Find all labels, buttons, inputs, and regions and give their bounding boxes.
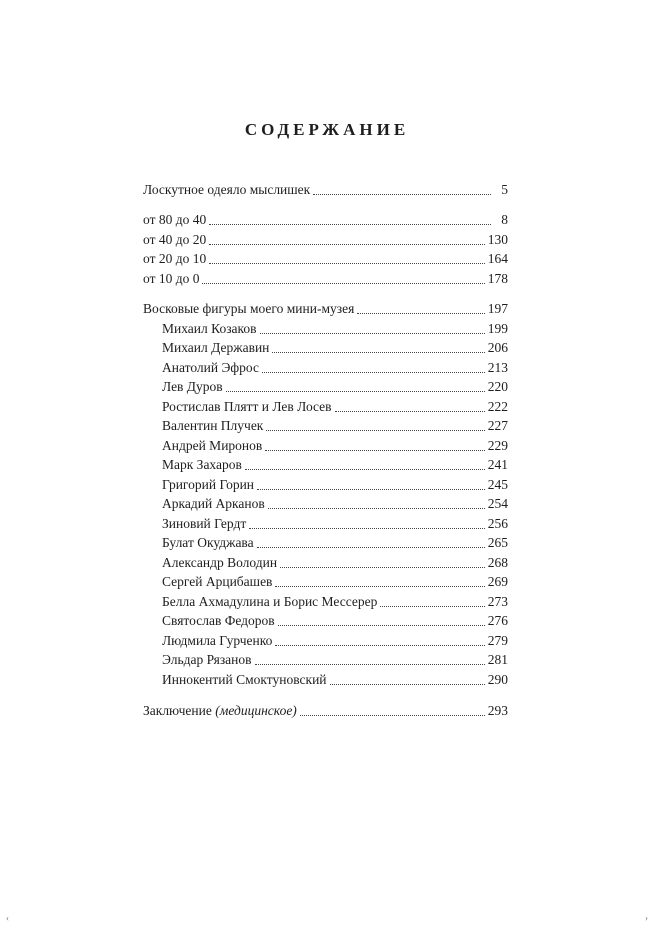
toc-entry-label: Аркадий Арканов <box>162 496 265 511</box>
toc-entry-label: Григорий Горин <box>162 477 255 492</box>
toc-subentry[interactable] <box>162 534 508 553</box>
toc-entry-label: Анатолий Эфрос <box>162 360 259 375</box>
toc-entry-label: Александр Володин <box>162 555 278 570</box>
toc-entry-page: 290 <box>487 672 508 687</box>
toc-entry-label: Лоскутное одеяло мыслишек <box>143 182 311 197</box>
leader-dots <box>245 468 485 470</box>
toc-subentry[interactable] <box>162 495 508 514</box>
toc-entry-page: 268 <box>487 555 508 570</box>
toc-subentry[interactable] <box>162 339 508 358</box>
left-crop-mark: ‹ <box>6 913 9 923</box>
toc-entry-label: от 40 до 20 <box>143 232 207 247</box>
toc-subentry[interactable] <box>162 593 508 612</box>
toc-entry-page: 199 <box>487 321 508 336</box>
toc-entry-conclusion[interactable] <box>143 702 508 721</box>
leader-dots <box>268 507 485 509</box>
toc-subentry[interactable] <box>162 554 508 573</box>
leader-dots <box>260 332 485 334</box>
toc-entry-label <box>143 702 297 719</box>
toc-subentry[interactable] <box>162 651 508 670</box>
toc-entry-label: Сергей Арцибашев <box>162 574 273 589</box>
toc-subentry[interactable] <box>162 456 508 475</box>
toc-entry-page: 220 <box>487 379 508 394</box>
toc-entry-page: 293 <box>487 703 508 718</box>
toc-entry-label: Иннокентий Смоктуновский <box>162 672 327 687</box>
toc-entry-label: Зиновий Гердт <box>162 516 247 531</box>
toc-entry-page: 164 <box>487 251 508 266</box>
leader-dots <box>209 243 485 245</box>
leader-dots <box>335 410 485 412</box>
toc-entry-page: 281 <box>487 652 508 667</box>
toc-entry-label: Лев Дуров <box>162 379 223 394</box>
leader-dots <box>257 546 485 548</box>
toc-entry-part[interactable] <box>143 270 508 289</box>
toc-entry-label: Булат Окуджава <box>162 535 254 550</box>
leader-dots <box>202 282 484 284</box>
leader-dots <box>249 527 484 529</box>
leader-dots <box>265 449 484 451</box>
toc-entry-page: 229 <box>487 438 508 453</box>
toc-entry-label: Михаил Козаков <box>162 321 257 336</box>
leader-dots <box>257 488 485 490</box>
toc-entry-label: от 20 до 10 <box>143 251 207 266</box>
toc-entry-page: 5 <box>501 182 508 197</box>
toc-entry-label: Андрей Миронов <box>162 438 263 453</box>
toc-entry-label: Людмила Гурченко <box>162 633 273 648</box>
leader-dots <box>357 312 484 314</box>
toc-subentry[interactable] <box>162 632 508 651</box>
toc-subentry[interactable] <box>162 417 508 436</box>
toc-subentry[interactable] <box>162 437 508 456</box>
toc-entry-page: 265 <box>487 535 508 550</box>
toc-entry-label: Белла Ахмадулина и Борис Мессерер <box>162 594 378 609</box>
toc-subentry[interactable] <box>162 573 508 592</box>
toc-subentry[interactable] <box>162 515 508 534</box>
toc-entry-page: 279 <box>487 633 508 648</box>
toc-entry-label: Ростислав Плятт и Лев Лосев <box>162 399 332 414</box>
leader-dots <box>266 429 484 431</box>
toc-entry-page: 227 <box>487 418 508 433</box>
leader-dots <box>275 585 484 587</box>
toc-subentry[interactable] <box>162 398 508 417</box>
toc-entry-label: Святослав Федоров <box>162 613 275 628</box>
leader-dots <box>226 390 485 392</box>
leader-dots <box>300 714 485 716</box>
right-crop-mark: › <box>645 913 648 923</box>
toc-entry-label: Восковые фигуры моего мини-музея <box>143 301 355 316</box>
toc-entry-label: Михаил Державин <box>162 340 270 355</box>
toc-entry-page: 178 <box>487 271 508 286</box>
toc-entry-part[interactable] <box>143 250 508 269</box>
toc-entry-label: Валентин Плучек <box>162 418 264 433</box>
leader-dots <box>272 351 484 353</box>
toc-entry-page: 256 <box>487 516 508 531</box>
toc-entry-page: 8 <box>501 212 508 227</box>
toc-entry-page: 213 <box>487 360 508 375</box>
leader-dots <box>380 605 484 607</box>
toc-entry-page: 254 <box>487 496 508 511</box>
toc-subentry[interactable] <box>162 476 508 495</box>
toc-entry-page: 273 <box>487 594 508 609</box>
leader-dots <box>209 223 491 225</box>
leader-dots <box>280 566 485 568</box>
leader-dots <box>278 624 485 626</box>
toc-entry-page: 276 <box>487 613 508 628</box>
toc-subentry[interactable] <box>162 320 508 339</box>
leader-dots <box>209 262 485 264</box>
leader-dots <box>255 663 485 665</box>
toc-subentry[interactable] <box>162 378 508 397</box>
leader-dots <box>313 193 491 195</box>
toc-entry-page: 206 <box>487 340 508 355</box>
page-title: СОДЕРЖАНИЕ <box>244 120 410 139</box>
toc-entry-label: Эльдар Рязанов <box>162 652 252 667</box>
toc-entry-part[interactable] <box>143 231 508 250</box>
toc-entry-intro[interactable] <box>143 181 508 200</box>
leader-dots <box>262 371 485 373</box>
toc-subentry[interactable] <box>162 612 508 631</box>
toc-entry-page: 222 <box>487 399 508 414</box>
toc-entry-page: 269 <box>487 574 508 589</box>
toc-entry-label: Марк Захаров <box>162 457 242 472</box>
toc-subentry[interactable] <box>162 359 508 378</box>
leader-dots <box>275 644 484 646</box>
toc-entry-page: 245 <box>487 477 508 492</box>
toc-entry-museum[interactable] <box>143 300 508 319</box>
toc-entry-label: от 80 до 40 <box>143 212 207 227</box>
leader-dots <box>330 683 485 685</box>
toc-entry-page: 130 <box>487 232 508 247</box>
toc-entry-label: от 10 до 0 <box>143 271 200 286</box>
toc-subentry[interactable] <box>162 671 508 690</box>
conclusion-label: Заключение <box>143 703 212 718</box>
conclusion-label-italic: (медицинское) <box>215 703 297 718</box>
toc-entry-part[interactable] <box>143 211 508 230</box>
toc-entry-page: 241 <box>487 457 508 472</box>
toc-entry-page: 197 <box>487 301 508 316</box>
